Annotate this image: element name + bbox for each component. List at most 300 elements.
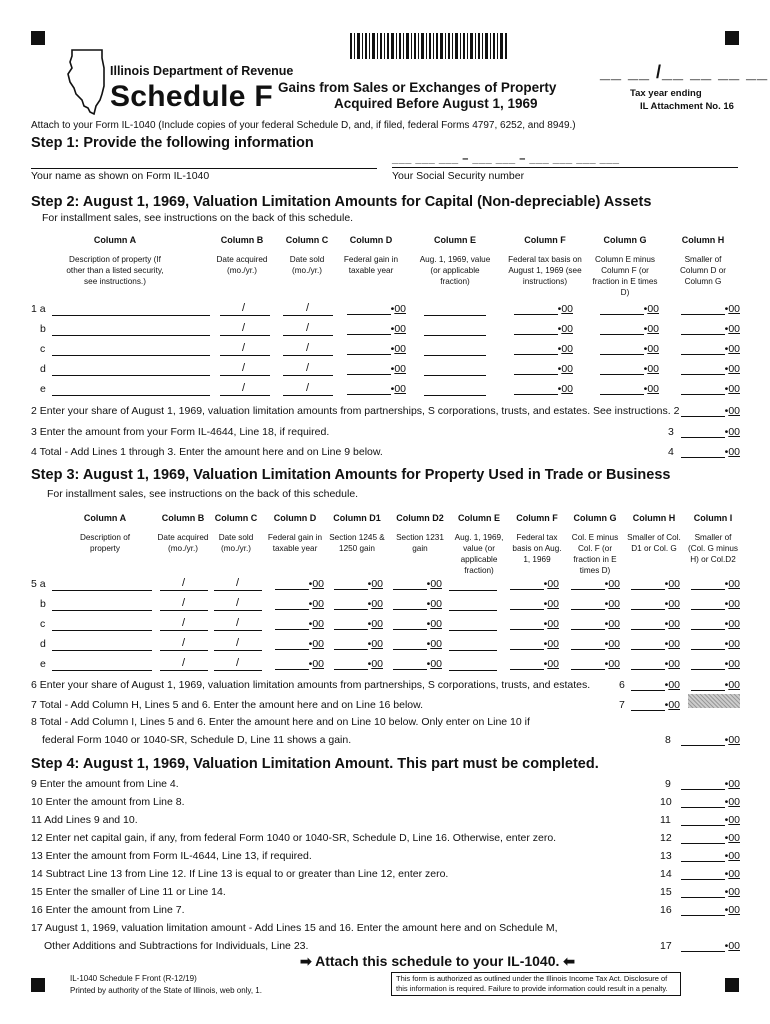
col-g-amount[interactable] [568, 598, 620, 610]
decimal-dot: • [367, 578, 372, 590]
step3-row-label: b [40, 598, 46, 610]
col-g-amount[interactable] [568, 618, 620, 630]
decimal-dot: • [557, 383, 562, 395]
col-h-amount[interactable] [628, 658, 680, 670]
col-h-amount-dollars[interactable] [681, 364, 725, 375]
decimal-dot: • [390, 363, 395, 375]
col-d-amount-cents: 00 [312, 638, 324, 650]
col-d-amount[interactable] [344, 343, 406, 355]
tax-year-label: Tax year ending [630, 88, 702, 99]
decimal-dot: • [390, 383, 395, 395]
col-a-input[interactable] [52, 640, 152, 651]
col-d2-amount-dollars[interactable] [393, 579, 427, 590]
line11-amount-dollars[interactable] [681, 815, 725, 826]
attach-text-b: federal [261, 119, 294, 131]
col-d-amount[interactable] [272, 658, 324, 670]
col-f-amount-dollars[interactable] [510, 599, 544, 610]
decimal-dot: • [367, 618, 372, 630]
attach-text-a: Attach to your Form IL-1040 (Include copies of your [31, 120, 259, 131]
line13-amount[interactable] [678, 850, 740, 862]
decimal-dot: • [367, 638, 372, 650]
line17-amount-cents: 00 [728, 940, 740, 952]
date-slash: / [182, 577, 186, 589]
col-d1-amount-dollars[interactable] [334, 639, 368, 650]
col-g-amount-cents: 00 [608, 638, 620, 650]
step4-title: Step 4: August 1, 1969, Valuation Limitation Amount. This part must be completed. [31, 756, 599, 772]
line17-amount-dollars[interactable] [681, 941, 725, 952]
line12-amount[interactable] [678, 832, 740, 844]
col-f-amount-cents: 00 [561, 343, 573, 355]
step4-line-num: 11 [660, 814, 671, 826]
decimal-dot: • [643, 323, 648, 335]
decimal-dot: • [543, 618, 548, 630]
col-f-amount-cents: 00 [561, 323, 573, 335]
decimal-dot: • [724, 383, 729, 395]
line6-col-h-amount[interactable] [628, 679, 680, 691]
step4-line-text: 12 Enter net capital gain, if any, from federal Form 1040 or 1040-SR, Schedule D, Line 16. Otherwise, enter zero. [31, 832, 557, 844]
attachment-number: IL Attachment No. 16 [640, 101, 734, 112]
step2-col-desc-1: Date acquired (mo./yr.) [216, 255, 268, 275]
col-d-amount[interactable] [344, 363, 406, 375]
line14-amount-cents: 00 [728, 868, 740, 880]
col-a-input[interactable] [52, 325, 210, 336]
line14-amount[interactable] [678, 868, 740, 880]
col-f-amount-dollars[interactable] [514, 364, 558, 375]
col-d-amount-dollars[interactable] [275, 619, 309, 630]
decimal-dot: • [724, 323, 729, 335]
col-d2-amount[interactable] [390, 618, 442, 630]
col-g-amount-dollars[interactable] [600, 324, 644, 335]
line11-amount[interactable] [678, 814, 740, 826]
col-d2-amount-cents: 00 [430, 618, 442, 630]
line6-col-i-amount[interactable] [688, 679, 740, 691]
col-d-amount-dollars[interactable] [347, 344, 391, 355]
col-i-amount-dollars[interactable] [691, 639, 725, 650]
date-slash: / [306, 322, 310, 334]
date-slash: / [242, 382, 246, 394]
col-i-amount-dollars[interactable] [691, 619, 725, 630]
col-d2-amount-dollars[interactable] [393, 619, 427, 630]
col-d-amount-cents: 00 [394, 363, 406, 375]
step3-col-desc-0: Description of property [79, 533, 131, 553]
col-f-amount[interactable] [507, 658, 559, 670]
step2-title: Step 2: August 1, 1969, Valuation Limitation Amounts for Capital (Non-depreciable) Assets [31, 194, 652, 210]
col-d-amount-cents: 00 [312, 598, 324, 610]
line4-amount[interactable] [678, 446, 740, 458]
col-d1-amount[interactable] [331, 618, 383, 630]
decimal-dot: • [724, 598, 729, 610]
col-h-amount[interactable] [678, 303, 740, 315]
col-f-amount-dollars[interactable] [510, 659, 544, 670]
date-slash: / [182, 597, 186, 609]
line9-amount[interactable] [678, 778, 740, 790]
col-f-amount[interactable] [511, 383, 573, 395]
col-g-amount[interactable] [568, 658, 620, 670]
step3-col-header-7: Column F [516, 513, 558, 523]
col-h-amount[interactable] [628, 638, 680, 650]
col-d-amount-cents: 00 [312, 618, 324, 630]
col-f-amount-cents: 00 [561, 363, 573, 375]
step3-col-header-2: Column C [214, 513, 258, 523]
col-d-amount-dollars[interactable] [347, 304, 391, 315]
line2-amount[interactable] [678, 405, 740, 417]
col-d2-amount[interactable] [390, 638, 442, 650]
date-slash: / [306, 362, 310, 374]
step3-subtitle: For installment sales, see instructions on the back of this schedule. [47, 488, 359, 500]
col-f-amount-dollars[interactable] [514, 304, 558, 315]
step2-col-desc-7: Smaller of Column D or Column G [680, 255, 726, 286]
line15-amount-dollars[interactable] [681, 887, 725, 898]
col-e-input[interactable] [424, 365, 486, 376]
decimal-dot: • [664, 658, 669, 670]
decimal-dot: • [543, 578, 548, 590]
col-h-amount-dollars[interactable] [681, 344, 725, 355]
line16-amount-dollars[interactable] [681, 905, 725, 916]
col-i-amount[interactable] [688, 598, 740, 610]
col-h-amount-cents: 00 [668, 658, 680, 670]
col-e-input[interactable] [449, 580, 497, 591]
col-g-amount[interactable] [597, 363, 659, 375]
step2-col-header-0: Column A [93, 235, 137, 245]
col-d1-amount[interactable] [331, 598, 383, 610]
col-h-amount[interactable] [628, 578, 680, 590]
col-i-amount[interactable] [688, 638, 740, 650]
decimal-dot: • [426, 618, 431, 630]
col-e-input[interactable] [424, 345, 486, 356]
step4-line-text: 9 Enter the amount from Line 4. [31, 778, 179, 790]
step4-line-text: 13 Enter the amount from Form IL-4644, Line 13, if required. [31, 850, 312, 862]
col-g-amount[interactable] [597, 383, 659, 395]
col-i-amount[interactable] [688, 658, 740, 670]
col-h-amount-cents: 00 [668, 638, 680, 650]
line7-num: 7 [619, 699, 625, 711]
col-f-amount[interactable] [511, 363, 573, 375]
decimal-dot: • [390, 303, 395, 315]
col-d-amount-cents: 00 [312, 578, 324, 590]
line6-text: 6 Enter your share of August 1, 1969, valuation limitation amounts from partnerships, S corporations, trusts, and estates. [31, 679, 591, 691]
col-g-amount[interactable] [568, 578, 620, 590]
line4-amount-dollars[interactable] [681, 447, 725, 458]
line3-amount[interactable] [678, 426, 740, 438]
line6-col-i-amount-dollars[interactable] [691, 680, 725, 691]
col-h-amount-cents: 00 [728, 303, 740, 315]
footer-printed: Printed by authority of the State of Illinois, web only, 1. [70, 986, 262, 995]
decimal-dot: • [664, 699, 669, 711]
line17-text-b: Other Additions and Subtractions for Individuals, Line 23. [44, 940, 309, 952]
col-f-amount[interactable] [507, 638, 559, 650]
col-d-amount[interactable] [272, 598, 324, 610]
step3-col-header-8: Column G [573, 513, 617, 523]
line17-amount[interactable] [678, 940, 740, 952]
col-d1-amount[interactable] [331, 658, 383, 670]
col-h-amount-dollars[interactable] [681, 384, 725, 395]
col-f-amount[interactable] [511, 303, 573, 315]
decimal-dot: • [543, 658, 548, 670]
col-i-amount[interactable] [688, 618, 740, 630]
step2-col-header-2: Column C [285, 235, 329, 245]
col-d1-amount[interactable] [331, 578, 383, 590]
ssn-label: Your Social Security number [392, 170, 525, 182]
col-d1-amount-dollars[interactable] [334, 599, 368, 610]
line7-shaded-box [688, 694, 740, 708]
col-i-amount-dollars[interactable] [691, 659, 725, 670]
decimal-dot: • [724, 343, 729, 355]
col-a-input[interactable] [52, 385, 210, 396]
line8-text-b: federal Form 1040 or 1040-SR, Schedule D, Line 11 shows a gain. [42, 734, 352, 746]
decimal-dot: • [724, 832, 729, 844]
col-h-amount-dollars[interactable] [631, 639, 665, 650]
step3-col-desc-1: Date acquired (mo./yr.) [157, 533, 209, 553]
col-d1-amount-cents: 00 [371, 618, 383, 630]
step2-row-label: b [40, 323, 46, 335]
col-e-input[interactable] [449, 620, 497, 631]
line10-amount-dollars[interactable] [681, 797, 725, 808]
col-f-amount-cents: 00 [561, 383, 573, 395]
col-d-amount[interactable] [344, 323, 406, 335]
col-f-amount-dollars[interactable] [510, 579, 544, 590]
col-a-input[interactable] [52, 580, 152, 591]
col-e-input[interactable] [449, 640, 497, 651]
attach-schedule-text: Attach this schedule to your IL-1040. [315, 953, 560, 969]
col-h-amount[interactable] [678, 383, 740, 395]
decimal-dot: • [557, 303, 562, 315]
col-e-input[interactable] [449, 660, 497, 671]
col-d-amount-cents: 00 [394, 383, 406, 395]
col-d2-amount-dollars[interactable] [393, 659, 427, 670]
attach-schedule-banner [300, 953, 575, 970]
step2-subtitle: For installment sales, see instructions on the back of this schedule. [42, 212, 354, 224]
col-h-amount[interactable] [628, 618, 680, 630]
date-slash: / [236, 637, 240, 649]
col-d2-amount-cents: 00 [430, 638, 442, 650]
decimal-dot: • [390, 323, 395, 335]
col-d1-amount-cents: 00 [371, 638, 383, 650]
col-a-input[interactable] [52, 365, 210, 376]
col-d-amount-dollars[interactable] [347, 384, 391, 395]
line13-amount-dollars[interactable] [681, 851, 725, 862]
col-g-amount-dollars[interactable] [600, 344, 644, 355]
col-d1-amount[interactable] [331, 638, 383, 650]
line8-amount[interactable] [678, 734, 740, 746]
col-f-amount[interactable] [511, 343, 573, 355]
col-d2-amount-dollars[interactable] [393, 639, 427, 650]
col-d-amount[interactable] [272, 638, 324, 650]
col-d-amount[interactable] [344, 383, 406, 395]
decimal-dot: • [643, 363, 648, 375]
step3-col-header-6: Column E [458, 513, 500, 523]
step4-line-num: 9 [665, 778, 671, 790]
col-i-amount[interactable] [688, 578, 740, 590]
col-g-amount[interactable] [568, 638, 620, 650]
col-g-amount-dollars[interactable] [571, 659, 605, 670]
step4-line-num: 16 [660, 904, 672, 916]
col-e-input[interactable] [424, 385, 486, 396]
col-e-input[interactable] [424, 325, 486, 336]
col-d-amount-dollars[interactable] [275, 579, 309, 590]
col-g-amount-dollars[interactable] [571, 579, 605, 590]
col-g-amount[interactable] [597, 303, 659, 315]
arrow-right-icon: ➡ [300, 953, 312, 969]
name-input[interactable] [31, 154, 377, 169]
col-d2-amount-dollars[interactable] [393, 599, 427, 610]
col-h-amount-dollars[interactable] [631, 599, 665, 610]
col-h-amount-dollars[interactable] [681, 304, 725, 315]
line17-num: 17 [660, 940, 672, 952]
arrow-left-icon: ⬅ [563, 953, 576, 969]
line8-amount-dollars[interactable] [681, 735, 725, 746]
col-g-amount-dollars[interactable] [571, 639, 605, 650]
step2-col-desc-0: Description of property (If other than a listed security, see instructions.) [66, 255, 164, 286]
col-g-amount-dollars[interactable] [600, 364, 644, 375]
col-f-amount-cents: 00 [547, 658, 559, 670]
decimal-dot: • [426, 578, 431, 590]
col-a-input[interactable] [52, 620, 152, 631]
col-g-amount-dollars[interactable] [600, 304, 644, 315]
col-h-amount[interactable] [678, 323, 740, 335]
step2-col-desc-2: Date sold (mo./yr.) [289, 255, 325, 275]
col-d1-amount-dollars[interactable] [334, 659, 368, 670]
col-a-input[interactable] [52, 600, 152, 611]
footer-form-id: IL-1040 Schedule F Front (R-12/19) [70, 974, 197, 983]
col-f-amount-dollars[interactable] [514, 344, 558, 355]
step4-line-text: 11 Add Lines 9 and 10. [31, 814, 138, 826]
col-h-amount-dollars[interactable] [631, 619, 665, 630]
line6-col-h-amount-dollars[interactable] [631, 680, 665, 691]
date-slash: / [182, 637, 186, 649]
step3-col-desc-4: Section 1245 & 1250 gain [329, 533, 385, 553]
col-e-input[interactable] [424, 305, 486, 316]
col-f-amount[interactable] [507, 598, 559, 610]
col-d-amount[interactable] [272, 578, 324, 590]
line15-amount[interactable] [678, 886, 740, 898]
col-i-amount-dollars[interactable] [691, 579, 725, 590]
col-f-amount[interactable] [507, 578, 559, 590]
col-a-input[interactable] [52, 660, 152, 671]
col-h-amount-dollars[interactable] [631, 579, 665, 590]
col-d-amount-dollars[interactable] [275, 639, 309, 650]
col-d1-amount-dollars[interactable] [334, 579, 368, 590]
col-f-amount-dollars[interactable] [514, 324, 558, 335]
col-d-amount-dollars[interactable] [347, 324, 391, 335]
step2-col-desc-5: Federal tax basis on August 1, 1969 (see instructions) [508, 255, 582, 286]
col-g-amount-cents: 00 [647, 363, 659, 375]
col-h-amount-cents: 00 [728, 323, 740, 335]
col-d1-amount-cents: 00 [371, 658, 383, 670]
step3-col-desc-6: Aug. 1, 1969, value (or applicable fraction) [454, 533, 504, 575]
step2-col-desc-3: Federal gain in taxable year [343, 255, 399, 275]
step3-row-label: c [40, 618, 46, 630]
decimal-dot: • [724, 940, 729, 952]
col-d1-amount-dollars[interactable] [334, 619, 368, 630]
col-g-amount[interactable] [597, 343, 659, 355]
line7-amount-dollars[interactable] [631, 700, 665, 711]
line7-amount[interactable] [628, 699, 680, 711]
decimal-dot: • [664, 618, 669, 630]
col-e-input[interactable] [449, 600, 497, 611]
line9-amount-dollars[interactable] [681, 779, 725, 790]
col-d-amount-dollars[interactable] [275, 599, 309, 610]
col-f-amount-dollars[interactable] [510, 639, 544, 650]
col-f-amount-cents: 00 [561, 303, 573, 315]
line8-text-a: 8 Total - Add Column I, Lines 5 and 6. Enter the amount here and on Line 10 below. Only enter on Line 10 if [31, 716, 530, 728]
col-d-amount[interactable] [272, 618, 324, 630]
line3-amount-dollars[interactable] [681, 427, 725, 438]
col-d2-amount[interactable] [390, 598, 442, 610]
col-d-amount[interactable] [344, 303, 406, 315]
decimal-dot: • [367, 598, 372, 610]
line14-amount-dollars[interactable] [681, 869, 725, 880]
col-g-amount-dollars[interactable] [571, 599, 605, 610]
col-g-amount-dollars[interactable] [571, 619, 605, 630]
line6-col-h-amount-cents: 00 [668, 679, 680, 691]
col-f-amount-cents: 00 [547, 598, 559, 610]
decimal-dot: • [543, 638, 548, 650]
line2-text: 2 Enter your share of August 1, 1969, valuation limitation amounts from partnerships, S corporations, trusts, and estates. See instructions. 2 [31, 405, 680, 417]
barcode [350, 33, 510, 59]
step3-row-label: e [40, 658, 46, 670]
step3-col-header-5: Column D2 [396, 513, 444, 523]
step2-col-header-5: Column F [524, 235, 566, 245]
ssn-input[interactable]: ___ ___ ___ – ___ ___ – ___ ___ ___ ___ [392, 153, 620, 165]
col-d1-amount-cents: 00 [371, 578, 383, 590]
col-d-amount-dollars[interactable] [347, 364, 391, 375]
col-h-amount-dollars[interactable] [681, 324, 725, 335]
col-d-amount-dollars[interactable] [275, 659, 309, 670]
decimal-dot: • [664, 679, 669, 691]
tax-year-field[interactable]: __ __ /__ __ __ __ [600, 62, 769, 82]
decimal-dot: • [724, 405, 729, 417]
step2-row-label: c [40, 343, 46, 355]
step1-title: Step 1: Provide the following information [31, 135, 314, 151]
step3-col-header-4: Column D1 [333, 513, 381, 523]
form-title-line2: Acquired Before August 1, 1969 [334, 96, 538, 111]
col-a-input[interactable] [52, 345, 210, 356]
line12-amount-dollars[interactable] [681, 833, 725, 844]
col-g-amount-dollars[interactable] [600, 384, 644, 395]
step2-col-desc-4: Aug. 1, 1969, value (or applicable fraction) [419, 255, 491, 286]
col-d2-amount[interactable] [390, 658, 442, 670]
col-i-amount-cents: 00 [728, 618, 740, 630]
line3-text: 3 Enter the amount from your Form IL-4644, Line 18, if required. [31, 426, 330, 438]
line2-amount-dollars[interactable] [681, 406, 725, 417]
col-h-amount[interactable] [628, 598, 680, 610]
line6-num: 6 [619, 679, 625, 691]
line10-amount-cents: 00 [728, 796, 740, 808]
decimal-dot: • [643, 303, 648, 315]
col-a-input[interactable] [52, 305, 210, 316]
decimal-dot: • [724, 363, 729, 375]
step3-col-header-3: Column D [273, 513, 317, 523]
col-h-amount[interactable] [678, 363, 740, 375]
col-f-amount-dollars[interactable] [510, 619, 544, 630]
line16-amount[interactable] [678, 904, 740, 916]
col-f-amount-dollars[interactable] [514, 384, 558, 395]
col-d-amount-cents: 00 [394, 343, 406, 355]
col-h-amount-cents: 00 [668, 578, 680, 590]
col-h-amount-dollars[interactable] [631, 659, 665, 670]
col-h-amount[interactable] [678, 343, 740, 355]
step3-col-header-0: Column A [83, 513, 127, 523]
col-d2-amount[interactable] [390, 578, 442, 590]
col-g-amount[interactable] [597, 323, 659, 335]
col-f-amount[interactable] [507, 618, 559, 630]
col-f-amount-cents: 00 [547, 638, 559, 650]
step4-line-num: 12 [660, 832, 672, 844]
col-i-amount-dollars[interactable] [691, 599, 725, 610]
line10-amount[interactable] [678, 796, 740, 808]
col-g-amount-cents: 00 [608, 618, 620, 630]
col-f-amount[interactable] [511, 323, 573, 335]
